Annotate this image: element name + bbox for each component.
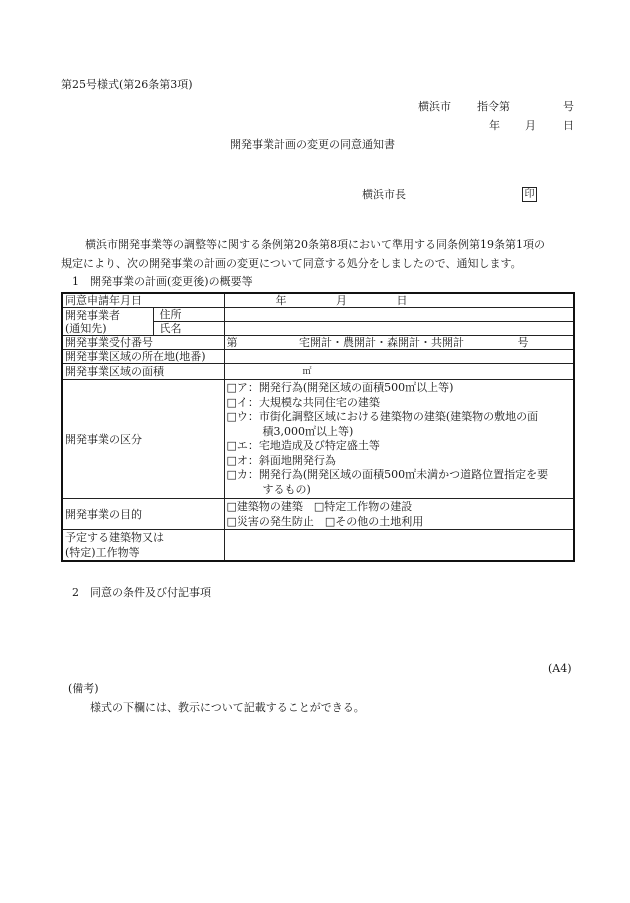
area-value[interactable]: [224, 364, 574, 380]
purpose-options: [224, 499, 574, 530]
date-month: 月: [525, 119, 536, 132]
address-value[interactable]: [224, 308, 574, 322]
developer-label-line-1: 開発事業者: [65, 308, 120, 322]
document-title: 開発事業計画の変更の同意通知書: [230, 138, 395, 151]
table-row-date: [62, 293, 574, 308]
name-label: 氏名: [153, 322, 224, 336]
table-row-receipt: [62, 336, 574, 350]
building-label: [62, 530, 224, 562]
issuer-city: 横浜市: [418, 100, 451, 113]
receipt-prefix: 第: [226, 336, 238, 349]
area-unit: ㎡: [302, 367, 312, 377]
date-row-year: 年: [275, 294, 287, 307]
category-option-u-cont: 積3,000㎡以上等): [262, 424, 354, 438]
section2-heading: 2 同意の条件及び付記事項: [72, 586, 211, 599]
developer-label-line-2: (通知先): [65, 321, 107, 335]
address-label: 住所: [153, 308, 224, 322]
remarks-heading: (備考): [68, 682, 99, 695]
date-row-value[interactable]: [224, 293, 574, 308]
location-value[interactable]: [224, 350, 574, 364]
purpose-option-line-1[interactable]: □建築物の建築 □特定工作物の建設: [226, 500, 413, 513]
date-row-label: 同意申請年月日: [62, 293, 224, 308]
issuer-number-prefix: 指令第: [477, 100, 510, 113]
date-row-day: 日: [396, 294, 408, 307]
area-label: 開発事業区域の面積: [62, 364, 224, 380]
category-option-e[interactable]: □エ：宅地造成及び特定盛土等: [226, 439, 380, 452]
category-option-o[interactable]: □オ：斜面地開発行為: [226, 453, 336, 467]
body-text-line-1: 横浜市開発事業等の調整等に関する条例第20条第8項において準用する同条例第19条第1項の: [85, 238, 545, 251]
table-row-developer-address: [62, 308, 574, 322]
category-option-i[interactable]: □イ：大規模な共同住宅の建築: [226, 395, 380, 409]
seal-stamp: 印: [522, 187, 537, 202]
category-option-ka-cont: するもの): [262, 482, 311, 496]
table-row-area: [62, 364, 574, 380]
receipt-types: 宅開計・農開計・森開計・共開計: [299, 336, 464, 349]
form-number: 第25号様式(第26条第3項): [61, 78, 193, 91]
date-row-month: 月: [336, 294, 347, 307]
location-label: 開発事業区域の所在地(地番): [62, 350, 224, 364]
purpose-option-line-2[interactable]: □災害の発生防止 □その他の土地利用: [226, 515, 424, 528]
seal-mark: [522, 187, 537, 202]
mayor-label: 横浜市長: [362, 188, 406, 201]
category-label: 開発事業の区分: [62, 380, 224, 499]
building-label-line-2: (特定)工作物等: [65, 546, 140, 559]
purpose-label: 開発事業の目的: [62, 499, 224, 530]
receipt-suffix: 号: [517, 336, 529, 349]
section1-heading: 1 開発事業の計画(変更後)の概要等: [72, 275, 253, 288]
overview-table: [61, 292, 575, 562]
table-row-location: [62, 350, 574, 364]
issuer-number-suffix: 号: [563, 100, 574, 113]
developer-label: [62, 308, 153, 336]
name-value[interactable]: [224, 322, 574, 336]
table-row-category: [62, 380, 574, 499]
category-option-u[interactable]: □ウ：市街化調整区域における建築物の建築(建築物の敷地の面: [226, 410, 539, 423]
date-day: 日: [563, 119, 574, 132]
category-option-a[interactable]: □ア：開発行為(開発区域の面積500㎡以上等): [226, 381, 454, 394]
table-row-building: [62, 530, 574, 562]
category-option-ka[interactable]: □カ：開発行為(開発区域の面積500㎡未満かつ道路位置指定を要: [226, 468, 549, 481]
table-row-purpose: [62, 499, 574, 530]
category-options: [224, 380, 574, 499]
building-label-line-1: 予定する建築物又は: [65, 531, 164, 544]
receipt-label: 開発事業受付番号: [62, 336, 224, 350]
remarks-text: 様式の下欄には、教示について記載することができる。: [90, 701, 365, 714]
paper-size: (A4): [548, 662, 572, 675]
receipt-value[interactable]: [224, 336, 574, 350]
date-year: 年: [489, 119, 500, 132]
building-value[interactable]: [224, 530, 574, 562]
body-text-line-2: 規定により、次の開発事業の計画の変更について同意する処分をしましたので、通知します。: [61, 257, 522, 270]
